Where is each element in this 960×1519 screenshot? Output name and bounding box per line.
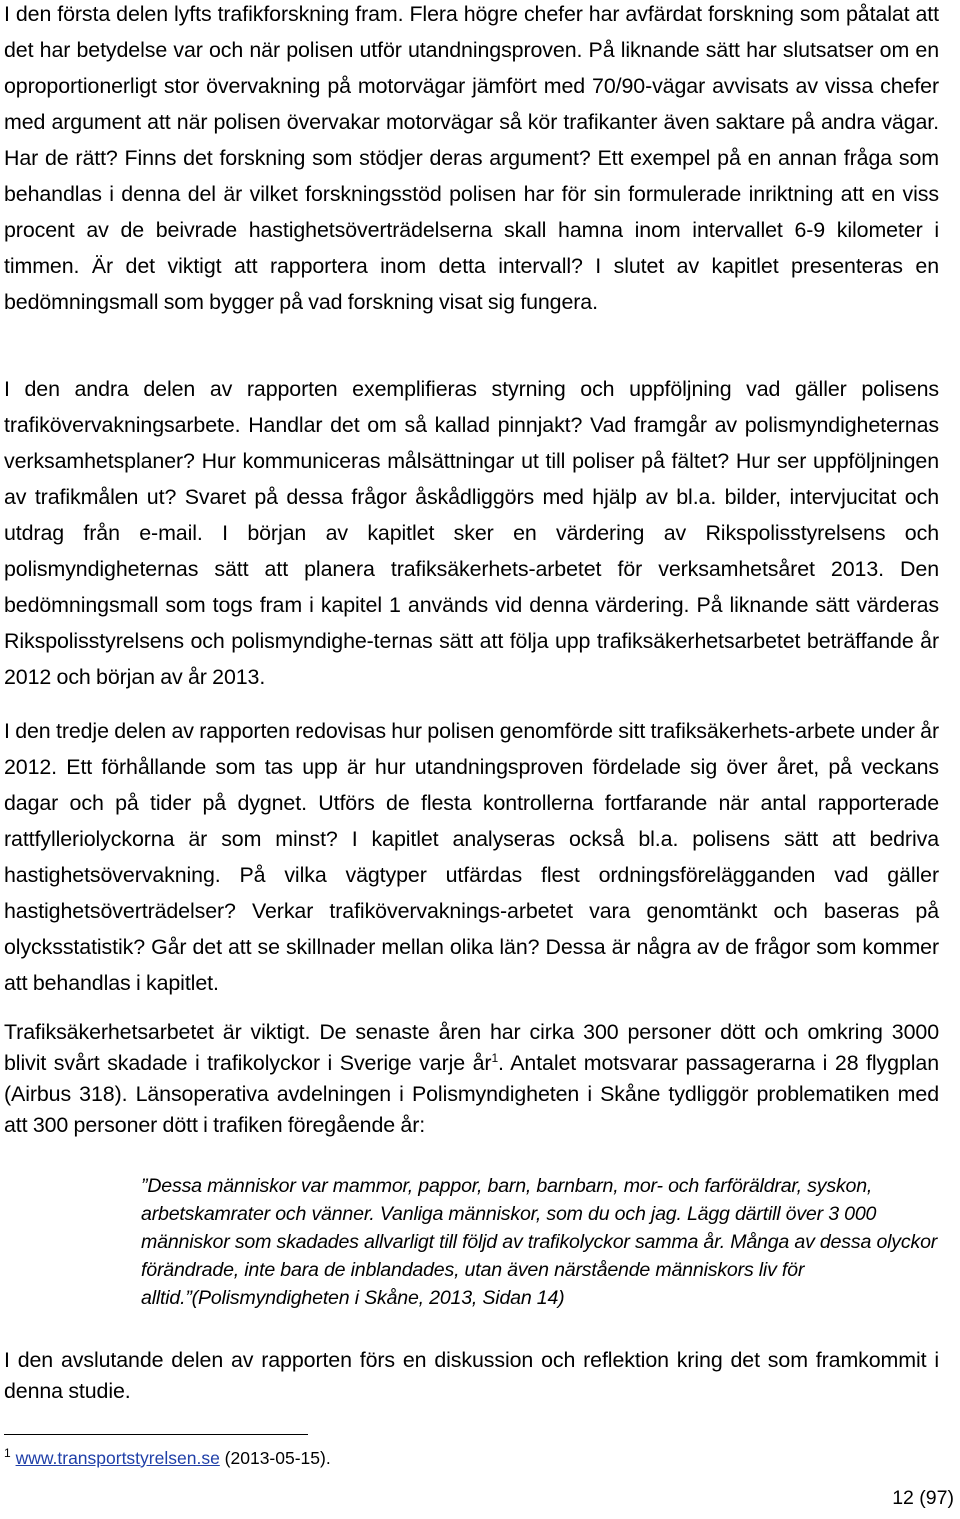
paragraph-third-part: I den tredje delen av rapporten redovisas hur polisen genomförde sitt trafiksäkerhets-arbete under år 2012. Ett förhållande som tas upp är hur utandningsproven fördelade sig över året, på veckans dagar och på tider på dygnet. Utförs de flesta kontrollerna fortfarande när antal rapporterade rattfylleriolyckorna är som minst? I kapitlet analyseras också bl.a. polisens sätt att bedriva hastighetsövervakning. På vilka vägtyper utfärdas flest ordningsförelägganden vad gäller hastighetsöverträdelser? Verkar trafikövervaknings-arbetet vara genomtänkt och baseras på olycksstatistik? Går det att se skillnader mellan olika län? Dessa är några av de frågor som kommer att behandlas i kapitlet. [4, 719, 939, 995]
footnote-number: 1 [4, 1446, 11, 1461]
footnote-reference[interactable]: 1 [491, 1050, 499, 1065]
footnote-divider [4, 1434, 308, 1435]
paragraph-traffic-safety-text-b: . Antalet motsvarar passagerarna i 28 flygplan (Airbus 318). Länsoperativa avdelningen i Polismyndigheten i Skåne tydliggör problematiken med att 300 personer dött i trafiken föregående år: [4, 1051, 939, 1137]
footnote-link[interactable]: www.transportstyrelsen.se [15, 1448, 220, 1468]
footnote-date: (2013-05-15). [219, 1448, 331, 1468]
block-quote: ”Dessa människor var mammor, pappor, barn, barnbarn, mor- och farföräldrar, syskon, arbetskamrater och vänner. Vanliga människor, som du och jag. Lägg därtill över 3 000 människor som skadades allvarligt till följd av trafikolyckor samma år. Många av dessa olyckor förändrade, inte bara de inblandades, utan även närstående människors liv för alltid.”(Polismyndigheten i Skåne, 2013, Sidan 14) [141, 1175, 938, 1309]
paragraph-second-part: I den andra delen av rapporten exemplifieras styrning och uppföljning vad gäller polisens trafikövervakningsarbete. Handlar det om så kallad pinnjakt? Vad framgår av polismyndigheternas verksamhetsplaner? Hur kommuniceras målsättningar ut till poliser på fältet? Hur ser uppföljningen av trafikmålen ut? Svaret på dessa frågor åskådliggörs med hjälp av bl.a. bilder, intervjucitat och utdrag från e-mail. I början av kapitlet sker en värdering av Rikspolisstyrelsens och polismyndigheternas sätt att planera trafiksäkerhets-arbetet för verksamhetsåret 2013. Den bedömningsmall som togs fram i kapitel 1 används vid denna värdering. På liknande sätt värderas Rikspolisstyrelsens och polismyndighe-ternas sätt att följa upp trafiksäkerhetsarbetet beträffande år 2012 och början av år 2013. [4, 377, 939, 689]
paragraph-final-part: I den avslutande delen av rapporten förs en diskussion och reflektion kring det som framkommit i denna studie. [4, 1348, 939, 1403]
page-number: 12 (97) [892, 1487, 954, 1509]
paragraph-traffic-safety-text-a: Trafiksäkerhetsarbetet är viktigt. De senaste åren har cirka 300 personer dött och omkring 3000 blivit svårt skadade i trafikolyckor i Sverige varje år [4, 1020, 939, 1075]
paragraph-traffic-safety [4, 1017, 939, 1141]
paragraph-first-part: I den första delen lyfts trafikforskning fram. Flera högre chefer har avfärdat forskning som påtalat att det har betydelse var och när polisen utför utandningsproven. På liknande sätt har slutsatser om en oproportionerligt stor övervakning på motorvägar jämfört med 70/90-vägar avvisats av vissa chefer med argument att när polisen övervakar motorvägar så kör trafikanter även saktare på andra vägar. Har de rätt? Finns det forskning som stödjer deras argument? Ett exempel på en annan fråga som behandlas i denna del är vilket forskningsstöd polisen har för sin formulerade inriktning att en viss procent av de beivrade hastighetsöverträdelserna skall hamna inom intervallet 6-9 kilometer i timmen. Är det viktigt att rapportera inom detta intervall? I slutet av kapitlet presenteras en bedömningsmall som bygger på vad forskning visat sig fungera. [4, 2, 939, 314]
footnote [4, 1446, 331, 1470]
